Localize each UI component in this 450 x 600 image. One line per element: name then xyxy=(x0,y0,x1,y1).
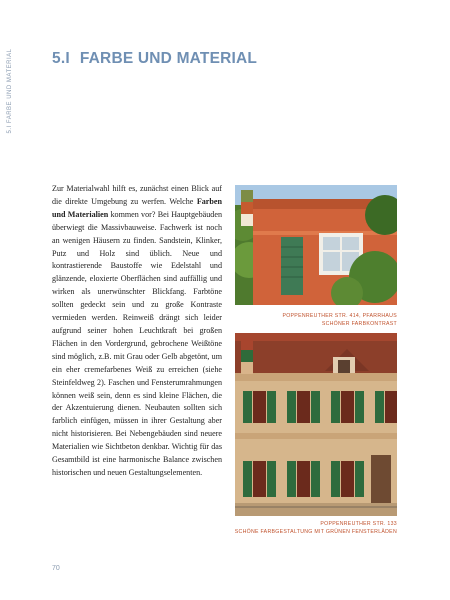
body-paragraph xyxy=(52,183,222,480)
color-swatch xyxy=(241,362,253,374)
running-section-label xyxy=(2,50,18,132)
color-swatch xyxy=(241,190,253,202)
page-number: 70 xyxy=(52,565,60,572)
color-swatch xyxy=(241,350,253,362)
color-swatches-2 xyxy=(241,338,253,374)
color-swatch xyxy=(241,338,253,350)
section-heading xyxy=(52,50,257,68)
photo-caption-pfarrhaus xyxy=(207,312,397,328)
color-swatch xyxy=(241,202,253,214)
body-text-part-2: kommen vor? Bei Hauptgebäuden überwiegt die Massivbauweise. Fachwerk ist noch an wenigen Häusern zu finden. Sandstein, Klinker, Putz und Holz sind üblich. Neue und kontrastierende Baustoffe wie Edelstahl und glänzende, eloxierte Oberflächen sind auffällig und wirken als unerwünschter Blickfang. Farbtöne sollten gedeckt sein und zu große Kontraste vermieden werden. Reinweiß drängt sich leider aufgrund seiner hohen Leuchtkraft bei großen Flächen in den Vordergrund, gebrochene Weißtöne sind möglich, z.B. mit Grau oder Gelb abgetönt, um ein eher cremefarbenes Weiß zu erreichen (siehe Steinfeldweg 2). Faschen und Fensterumrahmungen können weiß sein, denn es sind kleine Flächen, die der Akzentuierung dienen. Neubauten sollten sich farblich einfügen, müssen in ihrer Gestaltung aber nicht historisieren. Bei Nebengebäuden sind neuere Materialien wie Sichtbeton denkbar. Wichtig für das Gesamtbild ist eine harmonische Balance zwischen historischen und neuen Gestaltungselementen. xyxy=(52,209,222,477)
section-title: FARBE UND MATERIAL xyxy=(79,50,258,67)
caption-description: SCHÖNER FARBKONTRAST xyxy=(321,321,397,327)
running-section-text: 5.I FARBE UND MATERIAL xyxy=(7,48,13,134)
photo-str-133-image xyxy=(235,333,397,516)
photo-pfarrhaus-image xyxy=(235,185,397,305)
photo-pfarrhaus xyxy=(235,185,397,305)
photo-str-133 xyxy=(235,333,397,516)
section-number: 5.I xyxy=(52,50,70,67)
color-swatches-1 xyxy=(241,190,253,226)
body-text-part-1: Zur Materialwahl hilft es, zunächst einen Blick auf die direkte Umgebung zu werfen. Welche xyxy=(52,184,222,206)
body-text-emphasis: Farben und Materialien xyxy=(52,196,222,219)
caption-location: POPPENREUTHER STR. 414, PFARRHAUS xyxy=(282,313,397,319)
photo-caption-str-133 xyxy=(207,520,397,536)
color-swatch xyxy=(241,214,253,226)
caption-location: POPPENREUTHER STR. 133 xyxy=(320,521,397,527)
caption-description: SCHÖNE FARBGESTALTUNG MIT GRÜNEN FENSTERLÄDEN xyxy=(234,529,397,535)
